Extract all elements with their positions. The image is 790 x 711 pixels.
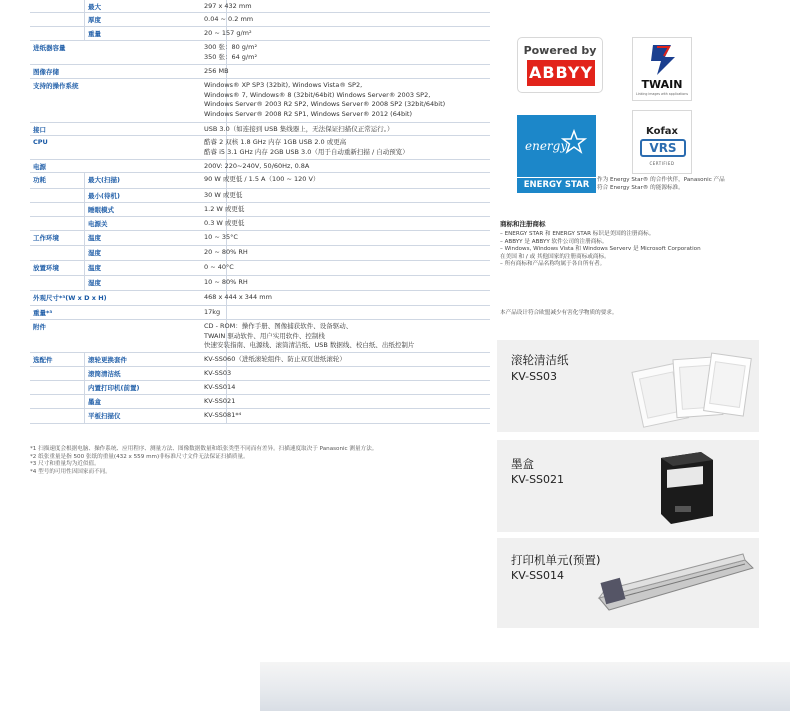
abbyy-powered-text: Powered by xyxy=(523,44,597,57)
rohs-note: 本产品设计符合欧盟减少有害化学物质的要求。 xyxy=(500,310,618,316)
spec-row xyxy=(30,353,490,367)
spec-row xyxy=(30,203,490,217)
spec-row xyxy=(30,173,490,189)
spec-value-line: KV-SS060（进纸滚轮组件、防止双页进纸滚轮） xyxy=(204,355,346,363)
spec-row xyxy=(30,189,490,203)
spec-value-line: 0.04 ~ 0.2 mm xyxy=(204,15,254,23)
star-icon xyxy=(561,129,587,155)
decorative-background-strip xyxy=(260,662,790,711)
spec-category: 进纸器容量 xyxy=(33,44,66,52)
spec-value-line: 酷睿 i5 3.1 GHz 内存 2GB USB 3.0（用于自动重新扫描 / 自动预览） xyxy=(204,147,409,156)
energy-star-note xyxy=(597,176,725,192)
vrs-text: VRS xyxy=(640,139,686,157)
spec-value xyxy=(204,397,235,407)
spec-value-line: 1.2 W 或更低 xyxy=(204,205,245,213)
product-name: 墨盒 xyxy=(511,457,534,471)
spec-value-line: 0.3 W 或更低 xyxy=(204,219,245,227)
spec-value-line: 350 张：64 g/m² xyxy=(204,52,258,61)
spec-value xyxy=(204,125,393,135)
spec-category: 外观尺寸*³(W x D x H) xyxy=(33,294,107,302)
note-line: 符合 Energy Star® 的能源标准。 xyxy=(597,185,684,191)
spec-category: 支持的操作系统 xyxy=(33,82,79,90)
spec-value-line: 256 MB xyxy=(204,67,229,75)
trademark-line: – 所有商标和产品名称均属于各自所有者。 xyxy=(500,261,606,268)
spec-value xyxy=(204,29,252,39)
spec-divider xyxy=(226,306,227,319)
spec-value xyxy=(204,219,244,229)
spec-row xyxy=(30,367,490,381)
product-card-printer-unit xyxy=(497,538,759,628)
spec-row xyxy=(30,136,490,160)
spec-value-line: KV-SS03 xyxy=(204,369,232,377)
spec-value-line: 300 张：80 g/m² xyxy=(204,43,258,51)
trademarks xyxy=(500,219,760,269)
spec-value xyxy=(204,322,414,351)
spec-subcategory: 电源关 xyxy=(88,220,108,228)
product-card-cleaning-paper xyxy=(497,340,759,432)
spec-row xyxy=(30,276,490,291)
spec-value-line: 30 W 或更低 xyxy=(204,191,243,199)
spec-value-line: KV-SS081*⁴ xyxy=(204,411,242,419)
spec-value-line: TWAIN 驱动软件、用户实用软件、控制栈 xyxy=(204,331,325,340)
spec-category: CPU xyxy=(33,138,48,146)
spec-value-line: 17kg xyxy=(204,308,221,316)
footnotes xyxy=(30,446,377,476)
twain-logo xyxy=(632,37,692,101)
certified-text: CERTIFIED xyxy=(649,161,675,166)
spec-row xyxy=(30,381,490,395)
spec-row xyxy=(30,217,490,231)
spec-value xyxy=(204,15,253,25)
spec-category: 接口 xyxy=(33,126,46,134)
spec-value-line: 200V: 220~240V, 50/60Hz, 0.8A xyxy=(204,162,310,170)
spec-subcategory: 最小(待机) xyxy=(88,192,120,200)
spec-subcategory: 厚度 xyxy=(88,16,101,24)
note-line: 作为 Energy Star® 的合作伙伴，Panasonic 产品 xyxy=(597,177,725,183)
energy-star-text: ENERGY STAR xyxy=(517,177,596,190)
spec-value-line: 10 ~ 35°C xyxy=(204,233,238,241)
spec-value-line: 酷睿 2 双核 1.8 GHz 内存 1GB USB 2.0 或更高 xyxy=(204,138,347,146)
spec-value xyxy=(204,383,235,393)
spec-value xyxy=(204,308,220,318)
spec-row xyxy=(30,0,490,13)
spec-row xyxy=(30,261,490,276)
product-name: 滚轮清洁纸 xyxy=(511,353,569,367)
spec-row xyxy=(30,160,490,173)
cleaning-paper-image xyxy=(625,348,753,428)
energy-script: energy xyxy=(525,139,568,153)
trademark-line: – ENERGY STAR 和 ENERGY STAR 标识是美国的注册商标。 xyxy=(500,231,655,237)
spec-value-line: Windows Server® 2008 R2 SP1, Windows Server® 2012 (64bit) xyxy=(204,109,412,118)
twain-arrow-icon xyxy=(649,43,677,77)
spec-row xyxy=(30,395,490,409)
spec-subcategory: 平板扫描仪 xyxy=(88,412,121,420)
spec-category: 工作环境 xyxy=(33,234,59,242)
abbyy-name: ABBYY xyxy=(527,60,595,86)
spec-value xyxy=(204,369,231,379)
twain-tagline: Linking images with applications xyxy=(635,92,689,96)
footnote: *3 尺寸和重量均为近似值。 xyxy=(30,461,100,468)
footnote: *2 纸张重量是指 500 张纸的重量(432 x 559 mm)非标准尺寸文件无法保证扫描质量。 xyxy=(30,453,249,460)
spec-value-line: KV-SS014 xyxy=(204,383,236,391)
spec-subcategory: 温度 xyxy=(88,264,101,272)
spec-value xyxy=(204,43,257,62)
spec-row xyxy=(30,13,490,27)
spec-row xyxy=(30,320,490,353)
spec-value-line: 10 ~ 80% RH xyxy=(204,278,248,286)
spec-row xyxy=(30,27,490,41)
trademark-line: – Windows, Windows Vista 和 Windows Serverv 是 Microsoft Corporation xyxy=(500,246,701,253)
spec-subcategory: 最大 xyxy=(88,3,101,11)
spec-category: 选配件 xyxy=(33,356,53,364)
spec-value xyxy=(204,355,346,365)
spec-value xyxy=(204,67,229,77)
spec-subcategory: 滚筒清洁纸 xyxy=(88,370,121,378)
spec-subcategory: 湿度 xyxy=(88,279,101,287)
product-code: KV-SS03 xyxy=(511,370,558,383)
spec-row xyxy=(30,41,490,65)
product-card-ink-cartridge xyxy=(497,440,759,532)
spec-value-line: Windows® XP SP3 (32bit), Windows Vista® SP2, xyxy=(204,81,363,89)
spec-value-line: USB 3.0（如连接到 USB 集线器上，无法保证扫描仪正常运行。） xyxy=(204,125,394,133)
spec-value xyxy=(204,191,242,201)
spec-value-line: 快速安装指南、电源线、滚筒清洁纸、USB 数据线、校白纸、出纸控制片 xyxy=(204,341,415,350)
spec-subcategory: 温度 xyxy=(88,234,101,242)
spec-category: 放置环境 xyxy=(33,264,59,272)
spec-value-line: 90 W 或更低 / 1.5 A（100 ~ 120 V） xyxy=(204,175,320,183)
footnote: *1 扫描速度会根据电脑、操作系统、应用程序、测量方法、图像数据数量和纸张类型不同而有差异。扫描速度取决于 Panasonic 测量方法。 xyxy=(30,446,378,452)
spec-value-line: 20 ~ 80% RH xyxy=(204,248,248,256)
spec-value xyxy=(204,293,272,303)
spec-value-line: 0 ~ 40°C xyxy=(204,263,234,271)
spec-value xyxy=(204,248,248,258)
spec-category: 电源 xyxy=(33,163,46,171)
kofax-text: Kofax xyxy=(646,126,678,137)
spec-subcategory: 睡眠模式 xyxy=(88,206,114,214)
spec-value xyxy=(204,411,241,421)
spec-value xyxy=(204,2,252,12)
spec-value-line: 20 ~ 157 g/m² xyxy=(204,29,252,37)
spec-value-line: 297 x 432 mm xyxy=(204,2,252,10)
trademark-line: 在美国 和 / 或 其他国家的注册商标或商标。 xyxy=(500,253,610,260)
spec-subcategory: 滚轮更换套件 xyxy=(88,356,127,364)
spec-value xyxy=(204,81,445,119)
product-code: KV-SS014 xyxy=(511,569,565,582)
kofax-logo xyxy=(632,110,692,174)
spec-value-line: KV-SS021 xyxy=(204,397,236,405)
spec-row xyxy=(30,291,490,306)
spec-category: 附件 xyxy=(33,323,46,331)
spec-row xyxy=(30,306,490,320)
spec-row xyxy=(30,123,490,136)
abbyy-logo xyxy=(517,37,603,93)
spec-row xyxy=(30,79,490,123)
spec-value xyxy=(204,278,248,288)
spec-subcategory: 内置打印机(前置) xyxy=(88,384,140,392)
spec-value-line: 468 x 444 x 344 mm xyxy=(204,293,272,301)
footnote: *4 型号的可用性因国家而不同。 xyxy=(30,468,111,475)
spec-value-line: Windows® 7, Windows® 8 (32bit/64bit) Windows Server® 2003 SP2, xyxy=(204,90,431,99)
spec-subcategory: 重量 xyxy=(88,30,101,38)
spec-value xyxy=(204,138,409,157)
spec-category: 功耗 xyxy=(33,176,46,184)
spec-value xyxy=(204,205,244,215)
spec-value xyxy=(204,175,319,185)
product-name: 打印机单元(预置) xyxy=(511,553,601,567)
spec-row xyxy=(30,246,490,261)
spec-row xyxy=(30,409,490,424)
spec-value xyxy=(204,162,309,172)
spec-value xyxy=(204,263,234,273)
trademarks-heading: 商标和注册商标 xyxy=(500,220,546,228)
spec-row xyxy=(30,65,490,79)
spec-category: 图像存储 xyxy=(33,68,59,76)
spec-subcategory: 最大(扫描) xyxy=(88,176,120,184)
ink-cartridge-image xyxy=(647,446,727,528)
spec-category: 重量*³ xyxy=(33,309,53,317)
twain-text: TWAIN xyxy=(641,78,683,91)
spec-row xyxy=(30,231,490,246)
spec-value-line: Windows Server® 2003 R2 SP2, Windows Server® 2008 SP2 (32bit/64bit) xyxy=(204,100,446,109)
spec-subcategory: 墨盒 xyxy=(88,398,101,406)
energy-star-logo xyxy=(517,115,596,193)
spec-value xyxy=(204,233,238,243)
printer-unit-image xyxy=(595,550,755,620)
trademark-line: – ABBYY 是 ABBYY 软件公司的注册商标。 xyxy=(500,238,608,245)
spec-subcategory: 湿度 xyxy=(88,249,101,257)
spec-value-line: CD - ROM：操作手册、图像捕获软件、设备驱动、 xyxy=(204,322,353,330)
product-code: KV-SS021 xyxy=(511,473,565,486)
